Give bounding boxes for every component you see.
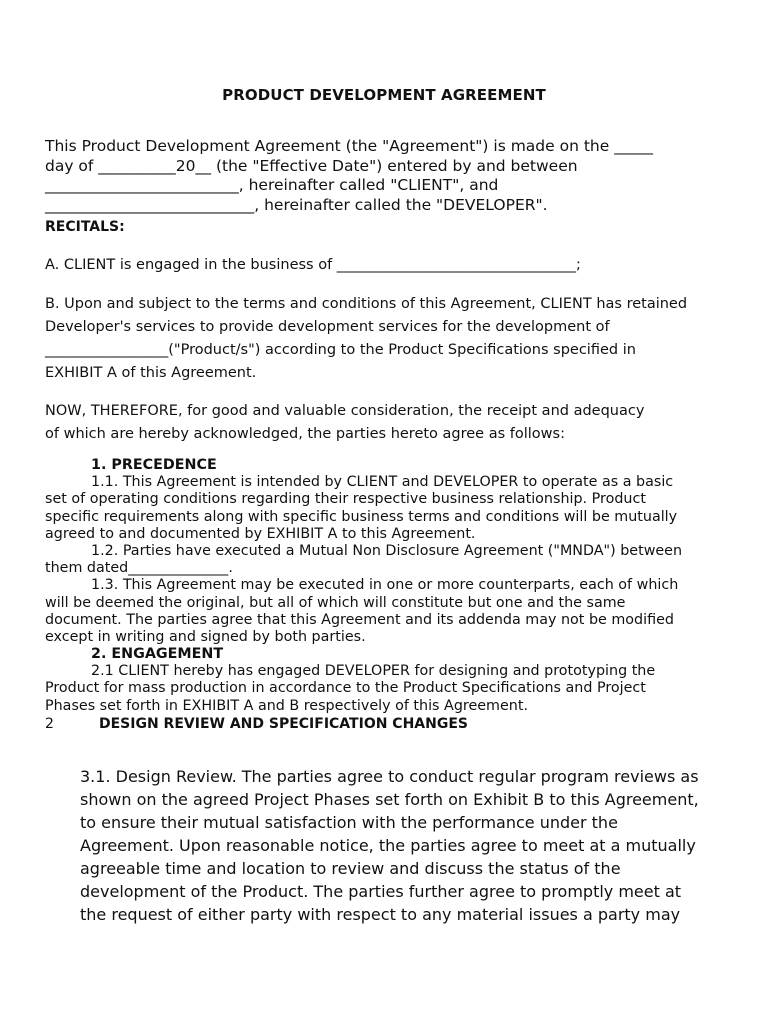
recital-b [45,293,735,385]
clause-line: 1.1. This Agreement is intended by CLIENT and DEVELOPER to operate as a basic [91,474,674,491]
clause-line: except in writing and signed by both parties. [45,629,366,646]
section-heading: 1. PRECEDENCE [91,457,217,473]
intro-line: day of __________20__ (the "Effective Date") entered by and between [45,156,578,175]
now-therefore-line: of which are hereby acknowledged, the parties hereto agree as follows: [45,426,565,442]
intro-line: _________________________, hereinafter called "CLIENT", and [45,176,499,194]
section-heading: 2. ENGAGEMENT [91,646,224,662]
intro-line: This Product Development Agreement (the "Agreement") is made on the _____ [45,137,653,155]
clause-line: to ensure their mutual satisfaction with the performance under the [80,813,618,832]
recital-b-line: B. Upon and subject to the terms and conditions of this Agreement, CLIENT has retained [45,296,688,312]
clause-line: the request of either party with respect to any material issues a party may [80,905,681,924]
clause-line: shown on the agreed Project Phases set forth on Exhibit B to this Agreement, [80,790,699,809]
clause-line: set of operating conditions regarding their respective business relationship. Product [45,491,646,508]
clause-line: agreed to and documented by EXHIBIT A to this Agreement. [45,525,476,542]
section-number: 2 [45,716,54,732]
intro-paragraph [45,137,735,215]
section-engagement [45,646,735,715]
section-heading: DESIGN REVIEW AND SPECIFICATION CHANGES [99,716,468,732]
now-therefore-paragraph [45,400,735,446]
intro-line: ___________________________, hereinafter called the "DEVELOPER". [45,195,548,214]
clause-line: 1.2. Parties have executed a Mutual Non Disclosure Agreement ("MNDA") between [91,543,683,560]
clause-line: agreeable time and location to review and discuss the status of the [80,859,621,878]
clause-line: Product for mass production in accordance to the Product Specifications and Project [45,680,646,697]
recital-b-line: _________________("Product/s") according to the Product Specifications specified in [45,342,636,358]
clause-line: them dated______________. [45,560,233,577]
section-precedence [45,457,735,646]
clause-line: specific requirements along with specific business terms and conditions will be mutually [45,508,678,525]
recitals-heading: RECITALS: [45,219,125,235]
section-design-review-heading [45,716,468,732]
clause-line: 2.1 CLIENT hereby has engaged DEVELOPER for designing and prototyping the [91,663,656,680]
document-title: PRODUCT DEVELOPMENT AGREEMENT [222,86,546,104]
clause-line: document. The parties agree that this Agreement and its addenda may not be modified [45,611,674,628]
clause-line: 3.1. Design Review. The parties agree to conduct regular program reviews as [80,767,699,786]
clause-line: Agreement. Upon reasonable notice, the parties agree to meet at a mutually [80,836,696,855]
design-review-paragraph [80,765,740,926]
clause-line: development of the Product. The parties further agree to promptly meet at [80,882,682,901]
clause-line: 1.3. This Agreement may be executed in one or more counterparts, each of which [91,577,679,594]
recital-b-line: EXHIBIT A of this Agreement. [45,365,257,381]
clause-line: Phases set forth in EXHIBIT A and B respectively of this Agreement. [45,697,528,714]
now-therefore-line: NOW, THEREFORE, for good and valuable consideration, the receipt and adequacy [45,403,645,419]
recital-b-line: Developer's services to provide development services for the development of [45,319,610,335]
recital-a: A. CLIENT is engaged in the business of _________________________________; [45,257,581,273]
clause-line: will be deemed the original, but all of which will constitute but one and the same [45,594,626,611]
